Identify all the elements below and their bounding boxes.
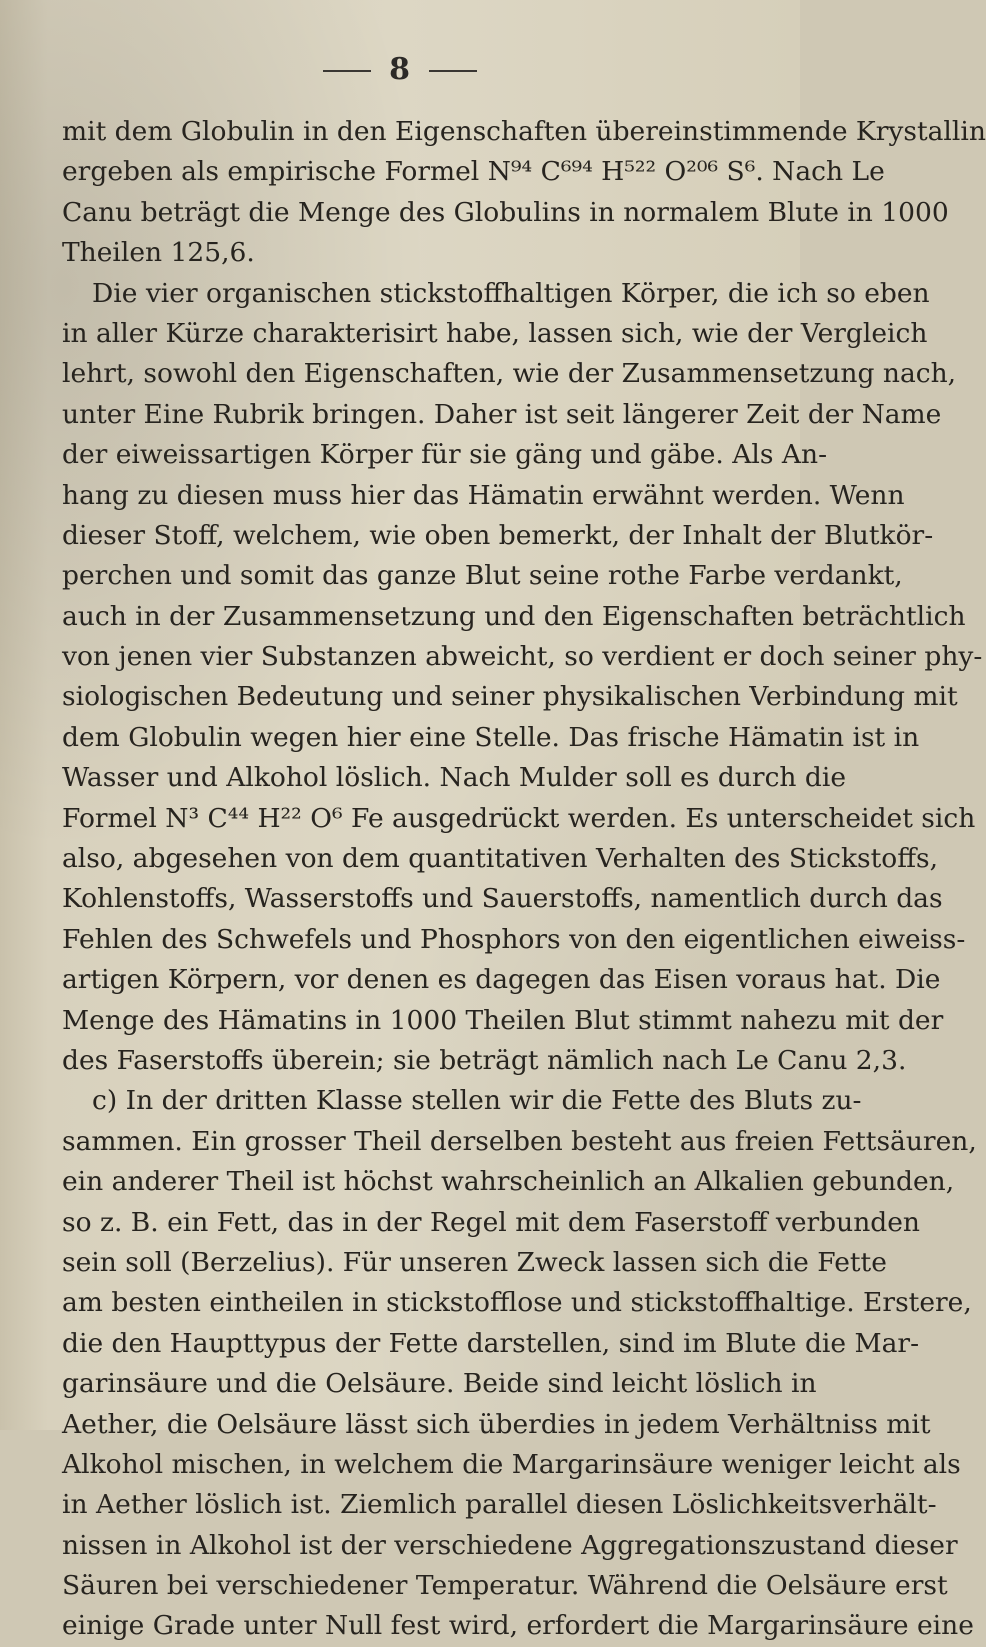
page-number: 8 xyxy=(389,52,411,87)
text-line: Kohlenstoffs, Wasserstoffs und Sauerstoffs, namentlich durch das xyxy=(62,883,943,915)
text-line: lehrt, sowohl den Eigenschaften, wie der Zusammensetzung nach, xyxy=(62,358,957,390)
text-line: sammen. Ein grosser Theil derselben besteht aus freien Fettsäuren, xyxy=(62,1125,977,1157)
text-line: unter Eine Rubrik bringen. Daher ist seit längerer Zeit der Name xyxy=(62,398,942,430)
text-line: die den Haupttypus der Fette darstellen, sind im Blute die Mar- xyxy=(62,1327,920,1359)
text-line: Theilen 125,6. xyxy=(62,237,255,269)
text-line: Formel N³ C⁴⁴ H²² O⁶ Fe ausgedrückt werden. Es unterscheidet sich xyxy=(62,802,976,834)
text-line: artigen Körpern, vor denen es dagegen das Eisen voraus hat. Die xyxy=(62,964,941,996)
text-line: c) In der dritten Klasse stellen wir die Fette des Bluts zu- xyxy=(92,1085,862,1117)
text-line: hang zu diesen muss hier das Hämatin erwähnt werden. Wenn xyxy=(62,479,905,511)
page-header xyxy=(0,52,800,87)
text-line: dieser Stoff, welchem, wie oben bemerkt, der Inhalt der Blutkör- xyxy=(62,519,934,551)
text-line: Wasser und Alkohol löslich. Nach Mulder soll es durch die xyxy=(62,762,847,794)
text-line: perchen und somit das ganze Blut seine rothe Farbe verdankt, xyxy=(62,560,903,592)
text-line: nissen in Alkohol ist der verschiedene Aggregationszustand dieser xyxy=(62,1529,958,1561)
text-line: ergeben als empirische Formel N⁹⁴ C⁶⁹⁴ H⁵²² O²⁰⁶ S⁶. Nach Le xyxy=(62,156,885,188)
text-line: einige Grade unter Null fest wird, erfordert die Margarinsäure eine xyxy=(62,1610,974,1642)
text-line: Aether, die Oelsäure lässt sich überdies in jedem Verhältniss mit xyxy=(62,1408,931,1440)
text-line: dem Globulin wegen hier eine Stelle. Das frische Hämatin ist in xyxy=(62,721,920,753)
text-line: der eiweissartigen Körper für sie gäng und gäbe. Als An- xyxy=(62,439,828,471)
text-line: in Aether löslich ist. Ziemlich parallel diesen Löslichkeitsverhält- xyxy=(62,1489,937,1521)
text-line: in aller Kürze charakterisirt habe, lassen sich, wie der Vergleich xyxy=(62,317,928,349)
text-line: Menge des Hämatins in 1000 Theilen Blut stimmt nahezu mit der xyxy=(62,1004,944,1036)
header-rule-left xyxy=(323,70,371,72)
text-line: Säuren bei verschiedener Temperatur. Während die Oelsäure erst xyxy=(62,1570,948,1602)
text-line: auch in der Zusammensetzung und den Eigenschaften beträchtlich xyxy=(62,600,966,632)
header-rule-right xyxy=(429,70,477,72)
text-line: sein soll (Berzelius). Für unseren Zweck lassen sich die Fette xyxy=(62,1246,887,1278)
text-line: von jenen vier Substanzen abweicht, so verdient er doch seiner phy- xyxy=(62,641,983,673)
text-line: ein anderer Theil ist höchst wahrscheinlich an Alkalien gebunden, xyxy=(62,1166,955,1198)
text-line: am besten eintheilen in stickstofflose und stickstoffhaltige. Erstere, xyxy=(62,1287,972,1319)
text-line: also, abgesehen von dem quantitativen Verhalten des Stickstoffs, xyxy=(62,843,939,875)
text-line: garinsäure und die Oelsäure. Beide sind leicht löslich in xyxy=(62,1368,817,1400)
text-line: mit dem Globulin in den Eigenschaften übereinstimmende Krystallin xyxy=(62,116,986,147)
text-line: so z. B. ein Fett, das in der Regel mit dem Faserstoff verbunden xyxy=(62,1206,920,1238)
text-line: Canu beträgt die Menge des Globulins in normalem Blute in 1000 xyxy=(62,196,949,228)
text-line: des Faserstoffs überein; sie beträgt nämlich nach Le Canu 2,3. xyxy=(62,1044,907,1076)
text-line: Alkohol mischen, in welchem die Margarinsäure weniger leicht als xyxy=(62,1448,961,1480)
text-line: Die vier organischen stickstoffhaltigen Körper, die ich so eben xyxy=(92,277,930,309)
body-text xyxy=(62,112,986,1647)
text-line: siologischen Bedeutung und seiner physikalischen Verbindung mit xyxy=(62,681,958,713)
text-line: Fehlen des Schwefels und Phosphors von den eigentlichen eiweiss- xyxy=(62,923,966,955)
